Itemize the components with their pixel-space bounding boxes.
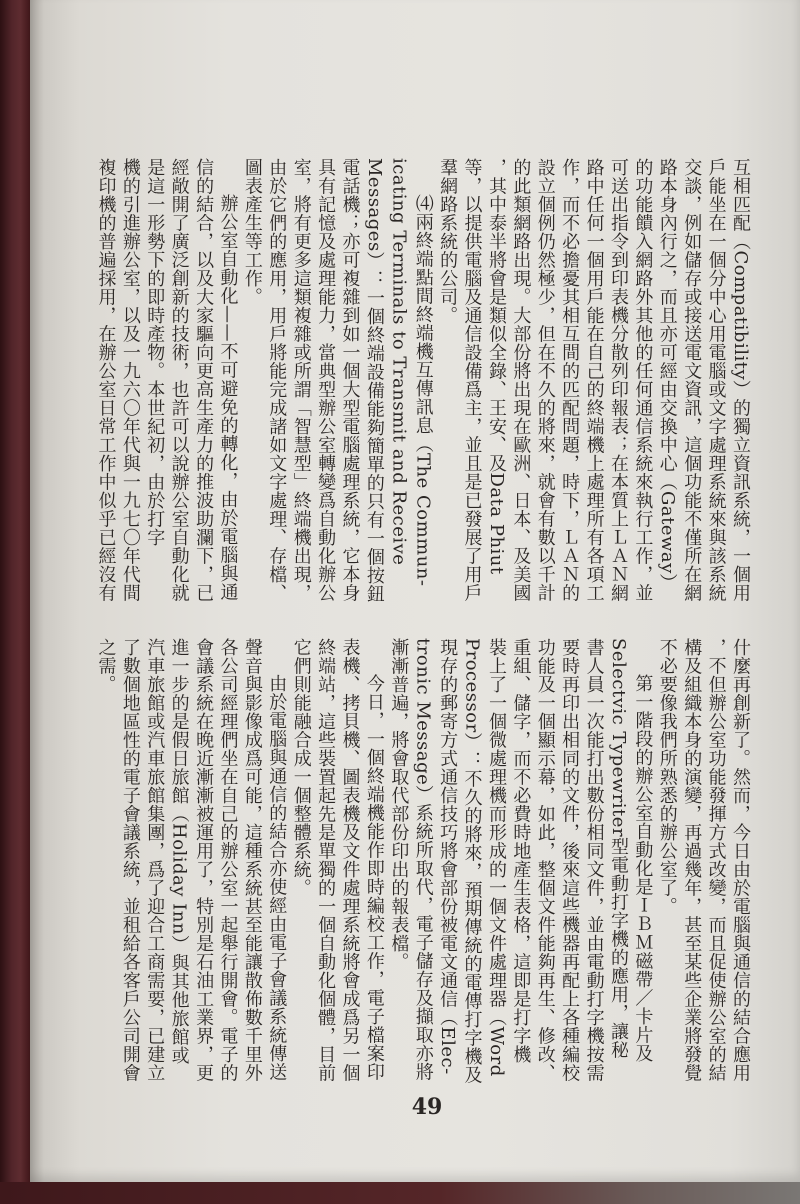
text-column: 構及組織本身的演變，再過幾年，甚至某些企業將發覺 [681, 638, 703, 1082]
section-heading-column: ⑷兩終端點間終端機互傳訊息（The Commun- [412, 194, 434, 587]
text-column: 聲音與影像成爲可能，這種系統甚至能讓散佈數千里外 [241, 638, 263, 1082]
text-column: 裝上了一個微處理機而形成的一個文件處理器（Word [485, 638, 507, 1077]
text-column: Processor）：不久的將來，預期傳統的電傳打字機及 [461, 638, 483, 1085]
text-column: 電話機；亦可複雜到如一個大型電腦處理系統，它本身 [339, 158, 361, 602]
text-column: 機的引進辦公室，以及一九六〇年代與一九七〇年代間 [119, 158, 141, 602]
text-column: 會議系統在晚近漸漸被運用了，特別是石油工業界，更 [193, 638, 215, 1082]
text-column: 的此類網路出現。大部份將出現在歐洲、日本、及美國 [510, 158, 532, 602]
text-column: icating Terminals to Transmit and Receive [388, 158, 410, 566]
paragraph-start-column: 第一階段的辦公室自動化是ＩＢＭ磁帶／卡片及 [632, 674, 654, 1063]
text-column: ，其中泰半將會是類似全錄、王安、及Data Phiut [485, 158, 507, 575]
text-column: 路本身內行之，而且亦可經由交換中心（Gateway） [656, 158, 678, 593]
page-number: 49 [411, 1094, 443, 1120]
text-column: 終端站，這些裝置起先是單獨的一個自動化個體，目前 [315, 638, 337, 1082]
text-column: 交談，例如儲存或接送電文資訊，這個功能不僅所在網 [681, 158, 703, 602]
text-column: 作，而不必擔憂其相互間的匹配問題，時下，ＬＡＮ的 [559, 158, 581, 602]
text-column: 是這一形勢下的即時產物。本世紀初，由於打字 [144, 158, 166, 547]
text-column: 之需。 [95, 638, 117, 694]
text-column: 等，以提供電腦及通信設備爲主，並且是已發展了用戶 [461, 158, 483, 602]
text-column: 室，將有更多這類複雜或所謂「智慧型」終端機出現， [290, 158, 312, 602]
text-column: 要時再印出相同的文件，後來這些機器再配上各種編校 [559, 638, 581, 1082]
text-column: 複印機的普遍採用，在辦公室日常工作中似乎已經沒有 [95, 158, 117, 602]
text-column: 不必要像我們所熟悉的辦公室了。 [656, 638, 678, 916]
book-bottom-edge [0, 1182, 800, 1204]
text-column: 戶能坐在一個分中心用電腦或文字處理系統來與該系統 [705, 158, 727, 602]
text-column: 具有記憶及處理能力，當典型辦公室轉變爲自動化辦公 [315, 158, 337, 602]
text-column: Selectvic Typewriter型電動打字機的應用，讓秘 [607, 638, 629, 1060]
text-column: 了數個地區性的電子會議系統，並租給各客戶公司開會 [119, 638, 141, 1082]
paragraph-start-column: 辦公室自動化——不可避免的轉化，由於電腦與通 [217, 194, 239, 601]
book-cover-edge [0, 0, 34, 1204]
upper-text-block [93, 158, 752, 610]
paragraph-start-column: 由於電腦與通信的結合亦使經由電子會議系統傳送 [266, 674, 288, 1081]
text-column: 由於它們的應用，用戶將能完成諸如文字處理、存檔、 [266, 158, 288, 602]
paragraph-start-column: 今日，一個終端機能作即時編校工作，電子檔案印 [363, 674, 385, 1081]
text-column: 信的結合，以及大家驅向更高生產力的推波助瀾下，已 [193, 158, 215, 602]
text-column: 書人員一次能打出數份相同文件，並由電動打字機按需 [583, 638, 605, 1082]
text-column: 經敞開了廣泛創新的技術，也許可以說辦公室自動化就 [168, 158, 190, 602]
text-column: Messages）：一個終端設備能夠簡單的只有一個按鈕 [363, 158, 385, 604]
text-column: 表機、拷貝機、圖表機及文件處理系統將會成爲另一個 [339, 638, 361, 1082]
text-column: tronic Message）系統所取代，電子儲存及擷取亦將 [412, 638, 434, 1082]
text-column: 可送出指令到印表機分散列印報表；在本質上ＬＡＮ網 [607, 158, 629, 602]
text-column: 它們則能融合成一個整體系統。 [290, 638, 312, 897]
text-column: 重組、儲字，而不必費時地產生表格，這即是打字機 [510, 638, 532, 1064]
text-column: 互相匹配（Compatibility）的獨立資訊系統，一個用 [730, 158, 751, 603]
text-column: 的功能饋入網路外其他的任何通信系統來執行工作，並 [632, 158, 654, 602]
text-column: 圖表產生等工作。 [241, 158, 263, 306]
text-column: 功能及一個顯示幕，如此，整個文件能夠再生、修改、 [534, 638, 556, 1082]
text-column: 設立個例仍然極少，但在不久的將來，就會有數以千計 [534, 158, 556, 602]
text-column: 各公司經理們坐在自己的辦公室一起舉行開會。電子的 [217, 638, 239, 1082]
text-column: ，不但辦公室功能發揮方式改變，而且促使辦公室的結 [705, 638, 727, 1082]
text-column: 進一步的是假日旅館（Holiday Inn）與其他旅館或 [168, 638, 190, 1065]
text-column: 汽車旅館或汽車旅館集團，爲了迎合工商需要，已建立 [144, 638, 166, 1082]
book-page [30, 0, 800, 1182]
text-column: 漸漸普遍，將會取代部份印出的報表檔。 [388, 638, 410, 971]
text-column: 路中任何一個用戶能在自己的終端機上處理所有各項工 [583, 158, 605, 602]
text-column: 羣網路系統的公司。 [437, 158, 459, 325]
text-column: 現存的郵寄方式通信技巧將會部份被電文通信（Elec- [437, 638, 459, 1075]
lower-text-block [93, 638, 752, 1090]
text-column: 什麼再創新了。然而，今日由於電腦與通信的結合應用 [730, 638, 751, 1082]
